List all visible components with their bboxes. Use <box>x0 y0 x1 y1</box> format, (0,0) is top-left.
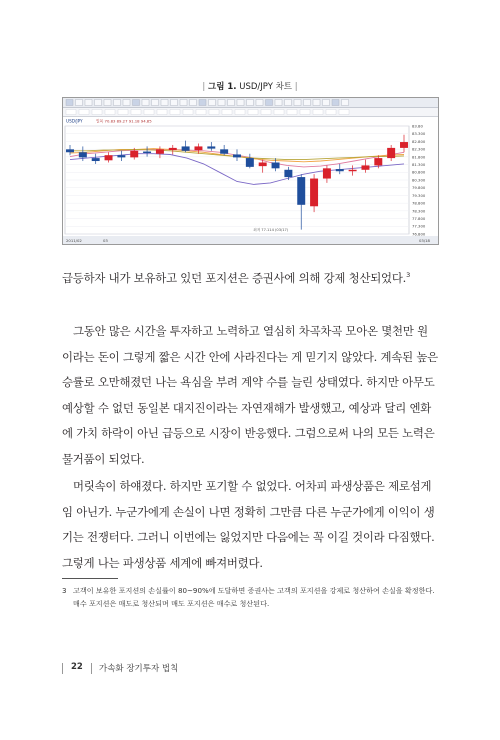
paragraph-2: 그동안 많은 시간을 투자하고 노력하고 열심히 차곡차곡 모아온 몇천만 원이라는 돈이 그렇게 짧은 시간 안에 사라진다는 게 믿기지 않았다. 계속된 높은 승률로 오만해졌던 나는 욕심을 부려 계약 수를 늘린 상태였다. 하지만 아무도 예상할 수 없던 동일본 대지진이라는 자연재해가 발생했고, 예상과 달리 엔화에 가치 하락이 아닌 급등으로 시장이 반응했다. 그럼으로써 나의 모든 노력은 물거품이 되었다. <box>62 324 438 466</box>
toolbar-button-icon <box>342 100 349 106</box>
toolbar-button-icon <box>133 100 140 106</box>
candle-up <box>194 146 202 150</box>
y-tick-label: 82.800 <box>412 138 426 144</box>
toolbar-field-icon <box>118 110 128 115</box>
toolbar-field-icon <box>66 110 76 115</box>
candle-up <box>387 148 395 158</box>
candle-up <box>374 158 382 165</box>
toolbar-button-icon <box>152 100 159 106</box>
y-tick-label: 78.800 <box>412 200 426 206</box>
y-tick-label: 82.300 <box>412 146 426 152</box>
candle-down <box>182 146 190 150</box>
folio-rule-left <box>62 663 63 674</box>
toolbar-field-icon <box>326 110 336 115</box>
candle-up <box>400 142 408 148</box>
toolbar-button-icon <box>228 100 235 106</box>
toolbar-field-icon <box>209 110 219 115</box>
footnote-text: 고객이 보유한 포지션의 손실률이 80~90%에 도달하면 증권사는 고객의 포지션을 강제로 청산하여 손실을 확정한다. 매수 포지션은 매도로 청산되며 매도 포지션은 매수로 청산된다. <box>73 586 435 608</box>
toolbar-field-icon <box>222 110 232 115</box>
toolbar-field-icon <box>274 110 284 115</box>
page-folio <box>62 662 262 676</box>
candle-down <box>143 152 151 153</box>
toolbar-button-icon <box>266 100 273 106</box>
toolbar-button-icon <box>104 100 111 106</box>
paragraph-1-text: 급등하자 내가 보유하고 있던 포지션은 증권사에 의해 강제 청산되었다. <box>62 271 407 285</box>
figure-title: USD/JPY 차트 <box>239 82 293 92</box>
toolbar-button-icon <box>209 100 216 106</box>
toolbar-field-icon <box>235 110 245 115</box>
y-tick-label: 81.800 <box>412 154 426 160</box>
toolbar-field-icon <box>170 110 180 115</box>
toolbar-field-icon <box>248 110 258 115</box>
candle-up <box>259 162 267 166</box>
candle-down <box>272 162 280 168</box>
candle-up <box>169 148 177 150</box>
toolbar-button-icon <box>95 100 102 106</box>
y-tick-label: 79.300 <box>412 192 426 198</box>
candle-down <box>79 152 87 157</box>
toolbar-button-icon <box>66 100 73 106</box>
toolbar-field-icon <box>183 110 193 115</box>
toolbar-button-icon <box>142 100 149 106</box>
y-tick-label: 78.300 <box>412 208 426 214</box>
y-tick-label: 80.800 <box>412 169 426 175</box>
y-tick-label: 77.300 <box>412 223 426 229</box>
toolbar-button-icon <box>114 100 121 106</box>
toolbar-field-icon <box>92 110 102 115</box>
candle-down <box>246 158 254 167</box>
figure-label: 그림 1. <box>207 82 237 92</box>
toolbar-button-icon <box>171 100 178 106</box>
usdjpy-chart <box>62 97 439 245</box>
candle-down <box>233 154 241 157</box>
toolbar-field-icon <box>79 110 89 115</box>
candle-up <box>323 168 331 178</box>
candle-down <box>117 155 125 157</box>
candlestick-plot <box>63 98 438 244</box>
y-tick-label: 83.300 <box>412 131 426 137</box>
candle-down <box>297 177 305 205</box>
toolbar-button-icon <box>294 100 301 106</box>
toolbar-field-icon <box>261 110 271 115</box>
toolbar-button-icon <box>85 100 92 106</box>
toolbar-field-icon <box>313 110 323 115</box>
date-start-label: 2011/02 <box>66 237 82 243</box>
low-annotation: 최저 77.114 (03/17) <box>253 228 289 233</box>
toolbar-button-icon <box>247 100 254 106</box>
toolbar-field-icon <box>196 110 206 115</box>
toolbar-field-icon <box>131 110 141 115</box>
candle-down <box>336 169 344 171</box>
toolbar-field-icon <box>144 110 154 115</box>
caption-right-bar: | <box>294 82 298 92</box>
y-tick-label: 80.300 <box>412 177 426 183</box>
candle-up <box>156 149 164 153</box>
toolbar-button-icon <box>218 100 225 106</box>
y-tick-label: 79.800 <box>412 185 426 191</box>
date-end-label: 03/18 <box>419 237 430 243</box>
candle-down <box>92 158 100 161</box>
y-tick-label: 76.800 <box>412 231 426 237</box>
toolbar-field-icon <box>339 110 349 115</box>
toolbar-button-icon <box>304 100 311 106</box>
candle-up <box>105 155 113 160</box>
candle-up <box>310 179 318 207</box>
y-tick-label: 83.80 <box>412 123 423 129</box>
toolbar-button-icon <box>256 100 263 106</box>
y-tick-label: 77.800 <box>412 215 426 221</box>
candle-down <box>220 149 228 153</box>
y-tick-label: 81.300 <box>412 161 426 167</box>
toolbar-button-icon <box>190 100 197 106</box>
toolbar-button-icon <box>76 100 83 106</box>
book-title: 가속화 장기투자 법칙 <box>99 664 179 674</box>
paragraph-3: 머릿속이 하얘졌다. 하지만 포기할 수 없었다. 어차피 파생상품은 제로섬게임 아닌가. 누군가에게 손실이 나면 정확히 그만큼 다른 누군가에게 이익이 생기는 전쟁터다. 그러니 이번에는 잃었지만 다음에는 꼭 이길 것이라 다짐했다. 그렇게 나는 파생상품 세계에 빠져버렸다. <box>62 479 435 570</box>
toolbar-button-icon <box>123 100 130 106</box>
toolbar-button-icon <box>237 100 244 106</box>
candle-down <box>66 149 74 152</box>
candle-down <box>207 146 215 148</box>
toolbar-button-icon <box>199 100 206 106</box>
caption-left-bar: | <box>202 82 206 92</box>
toolbar-field-icon <box>157 110 167 115</box>
figure-caption <box>0 80 500 92</box>
toolbar-button-icon <box>275 100 282 106</box>
toolbar-button-icon <box>323 100 330 106</box>
toolbar-field-icon <box>287 110 297 115</box>
candle-up <box>361 165 369 169</box>
toolbar-field-icon <box>300 110 310 115</box>
toolbar-button-icon <box>332 100 339 106</box>
footnote-ref: 3 <box>406 271 411 279</box>
footnote-number: 3 <box>62 586 67 595</box>
toolbar-field-icon <box>105 110 115 115</box>
paragraph-1 <box>62 266 438 292</box>
toolbar-button-icon <box>313 100 320 106</box>
date-mid-label: 03 <box>103 237 108 243</box>
toolbar-button-icon <box>161 100 168 106</box>
footnote-rule <box>62 578 118 579</box>
page-number: 22 <box>71 662 83 672</box>
toolbar-button-icon <box>180 100 187 106</box>
date-axis-bar <box>63 236 438 244</box>
chart-indicator-info: 일목 70.83 89.27 91.18 94.85 <box>96 118 152 124</box>
footnote <box>62 584 438 610</box>
folio-rule-right <box>91 663 92 674</box>
chart-symbol: USD/JPY <box>66 118 83 124</box>
candle-down <box>284 170 292 177</box>
toolbar-button-icon <box>285 100 292 106</box>
candle-up <box>130 151 138 158</box>
candle-up <box>349 170 357 171</box>
